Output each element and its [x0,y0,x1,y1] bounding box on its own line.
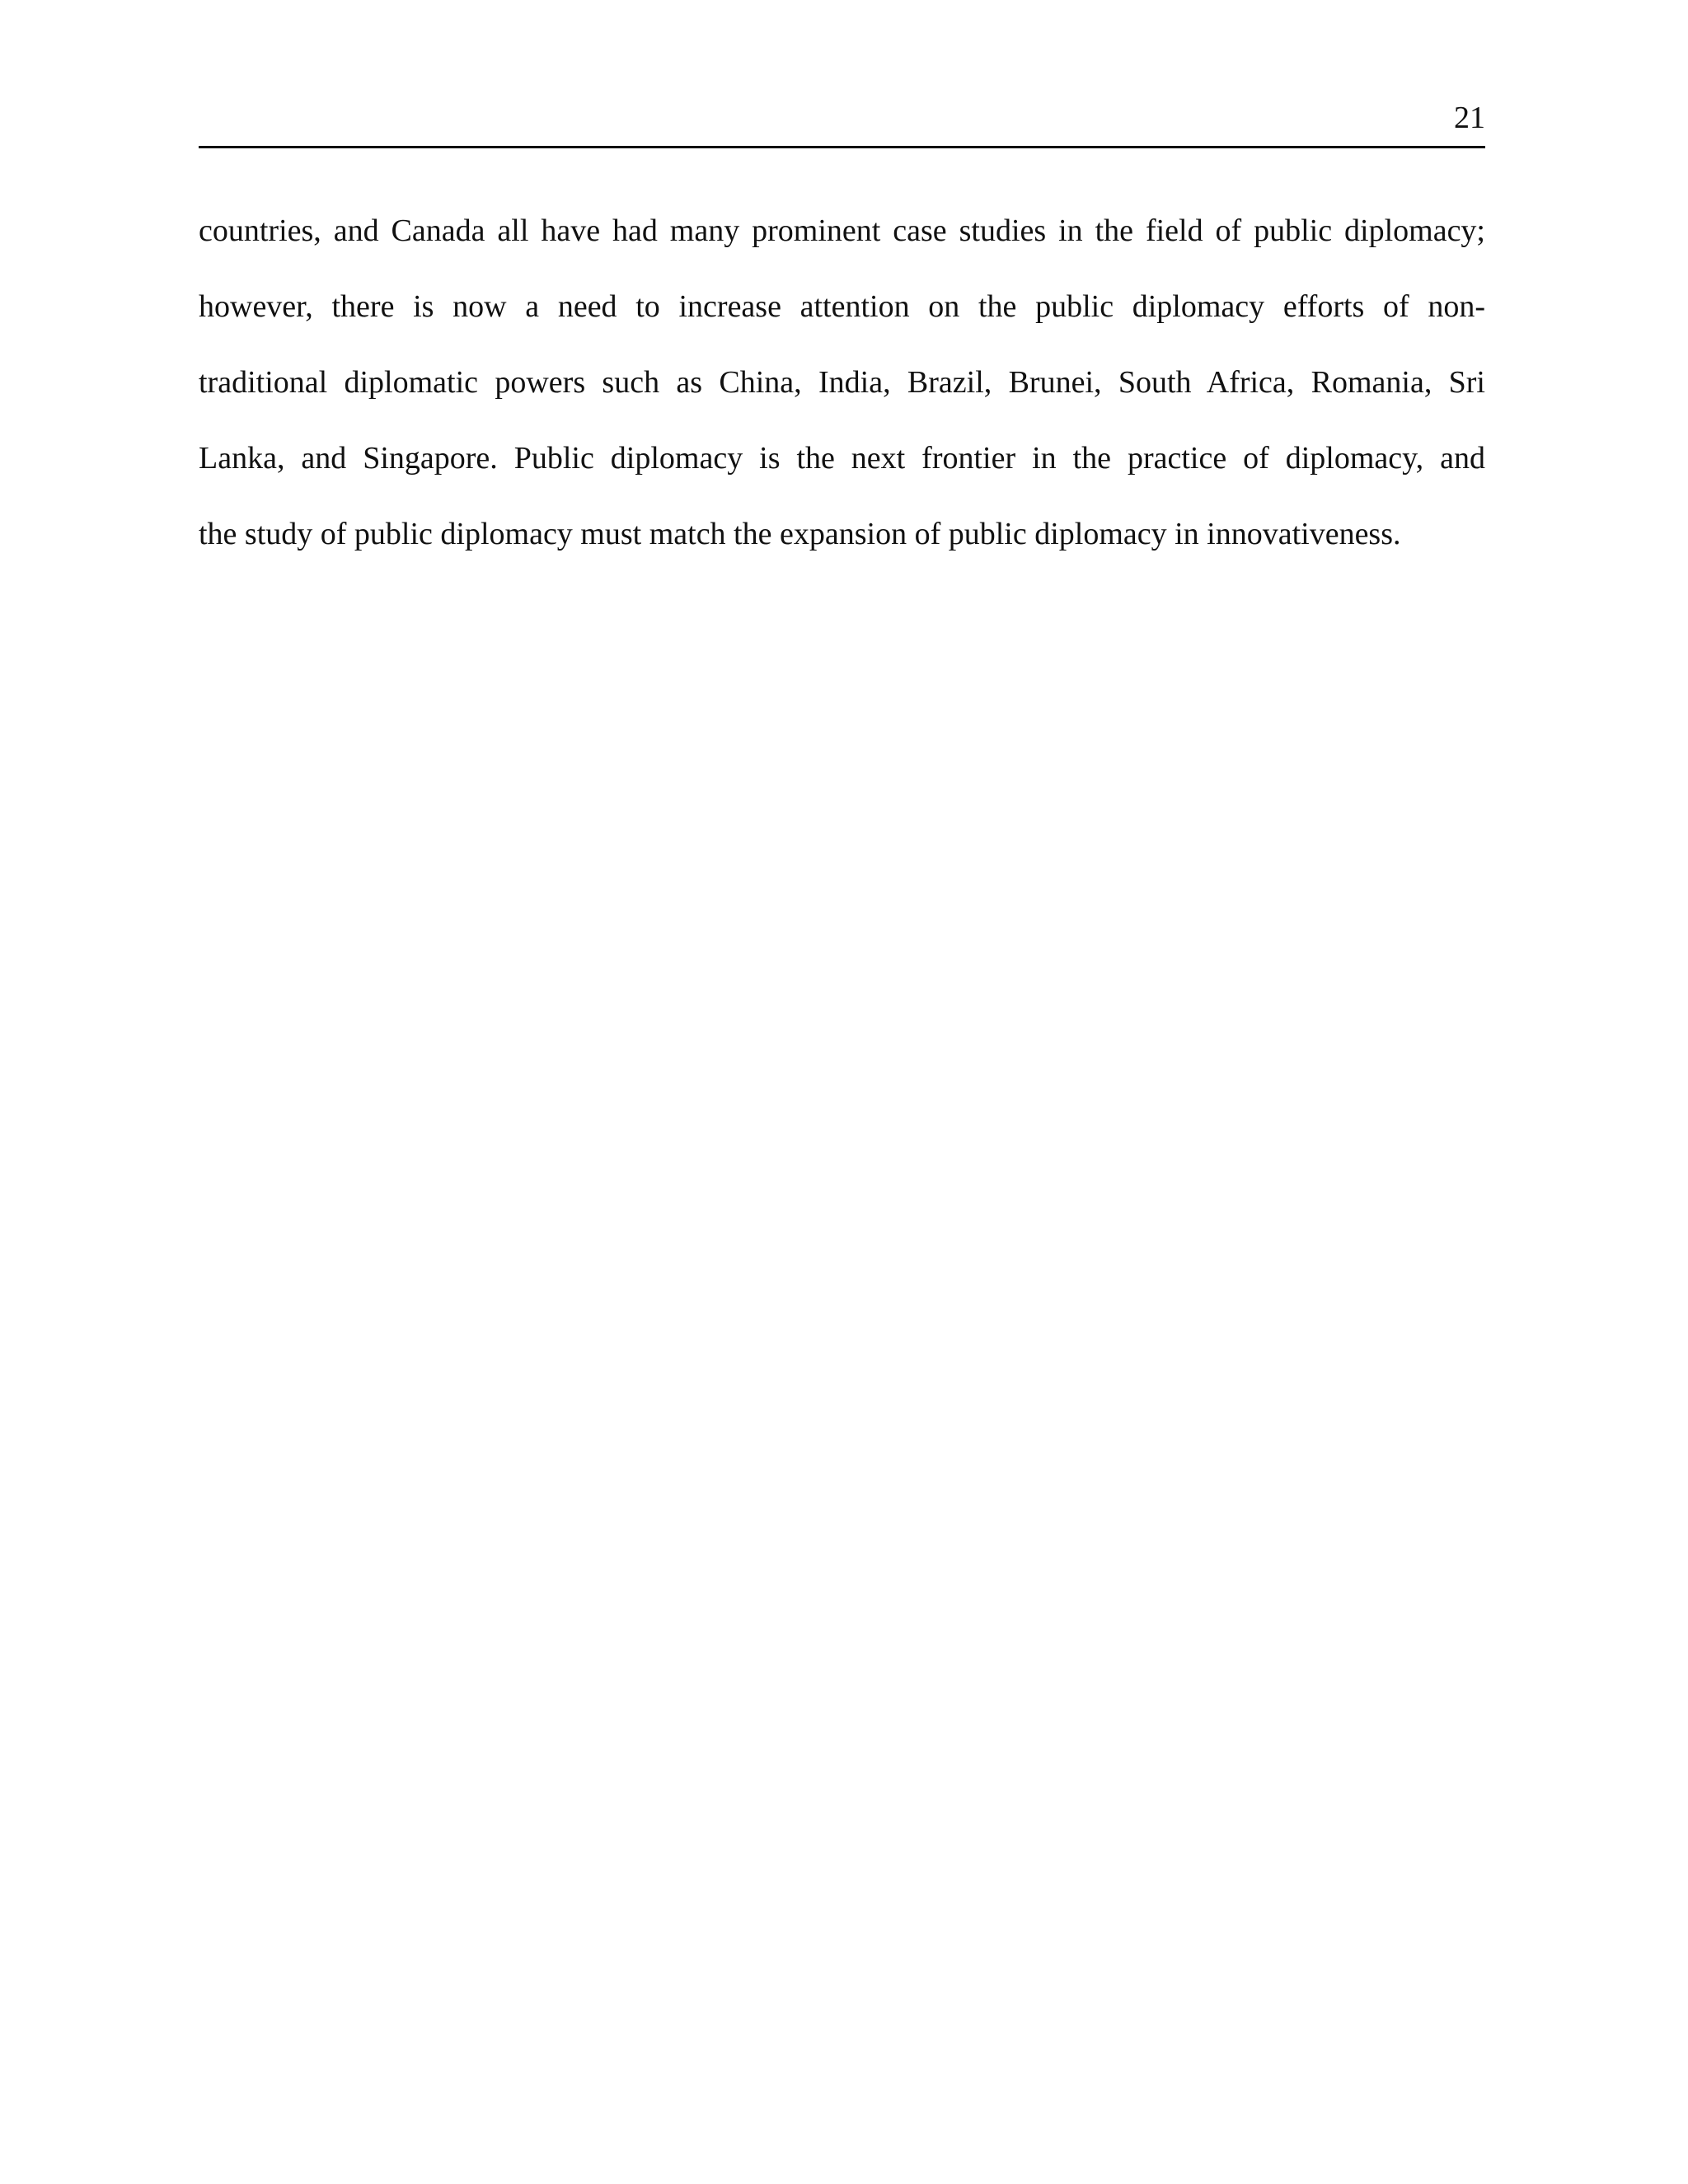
paragraph-line: countries, and Canada all have had many prominent case studies in the field of public diplomacy; [199,213,1485,248]
page-number: 21 [1454,101,1485,135]
header-rule [199,146,1485,148]
paragraph-line: however, there is now a need to increase attention on the public diplomacy efforts of non- [199,289,1485,324]
paragraph-line: the study of public diplomacy must match the expansion of public diplomacy in innovativeness. [199,517,1401,551]
paragraph-line: traditional diplomatic powers such as China, India, Brazil, Brunei, South Africa, Romania, Sri [199,365,1485,400]
page-header [199,97,1485,148]
paragraph-line: Lanka, and Singapore. Public diplomacy is the next frontier in the practice of diplomacy, and [199,441,1485,476]
body-paragraph [199,193,1485,572]
